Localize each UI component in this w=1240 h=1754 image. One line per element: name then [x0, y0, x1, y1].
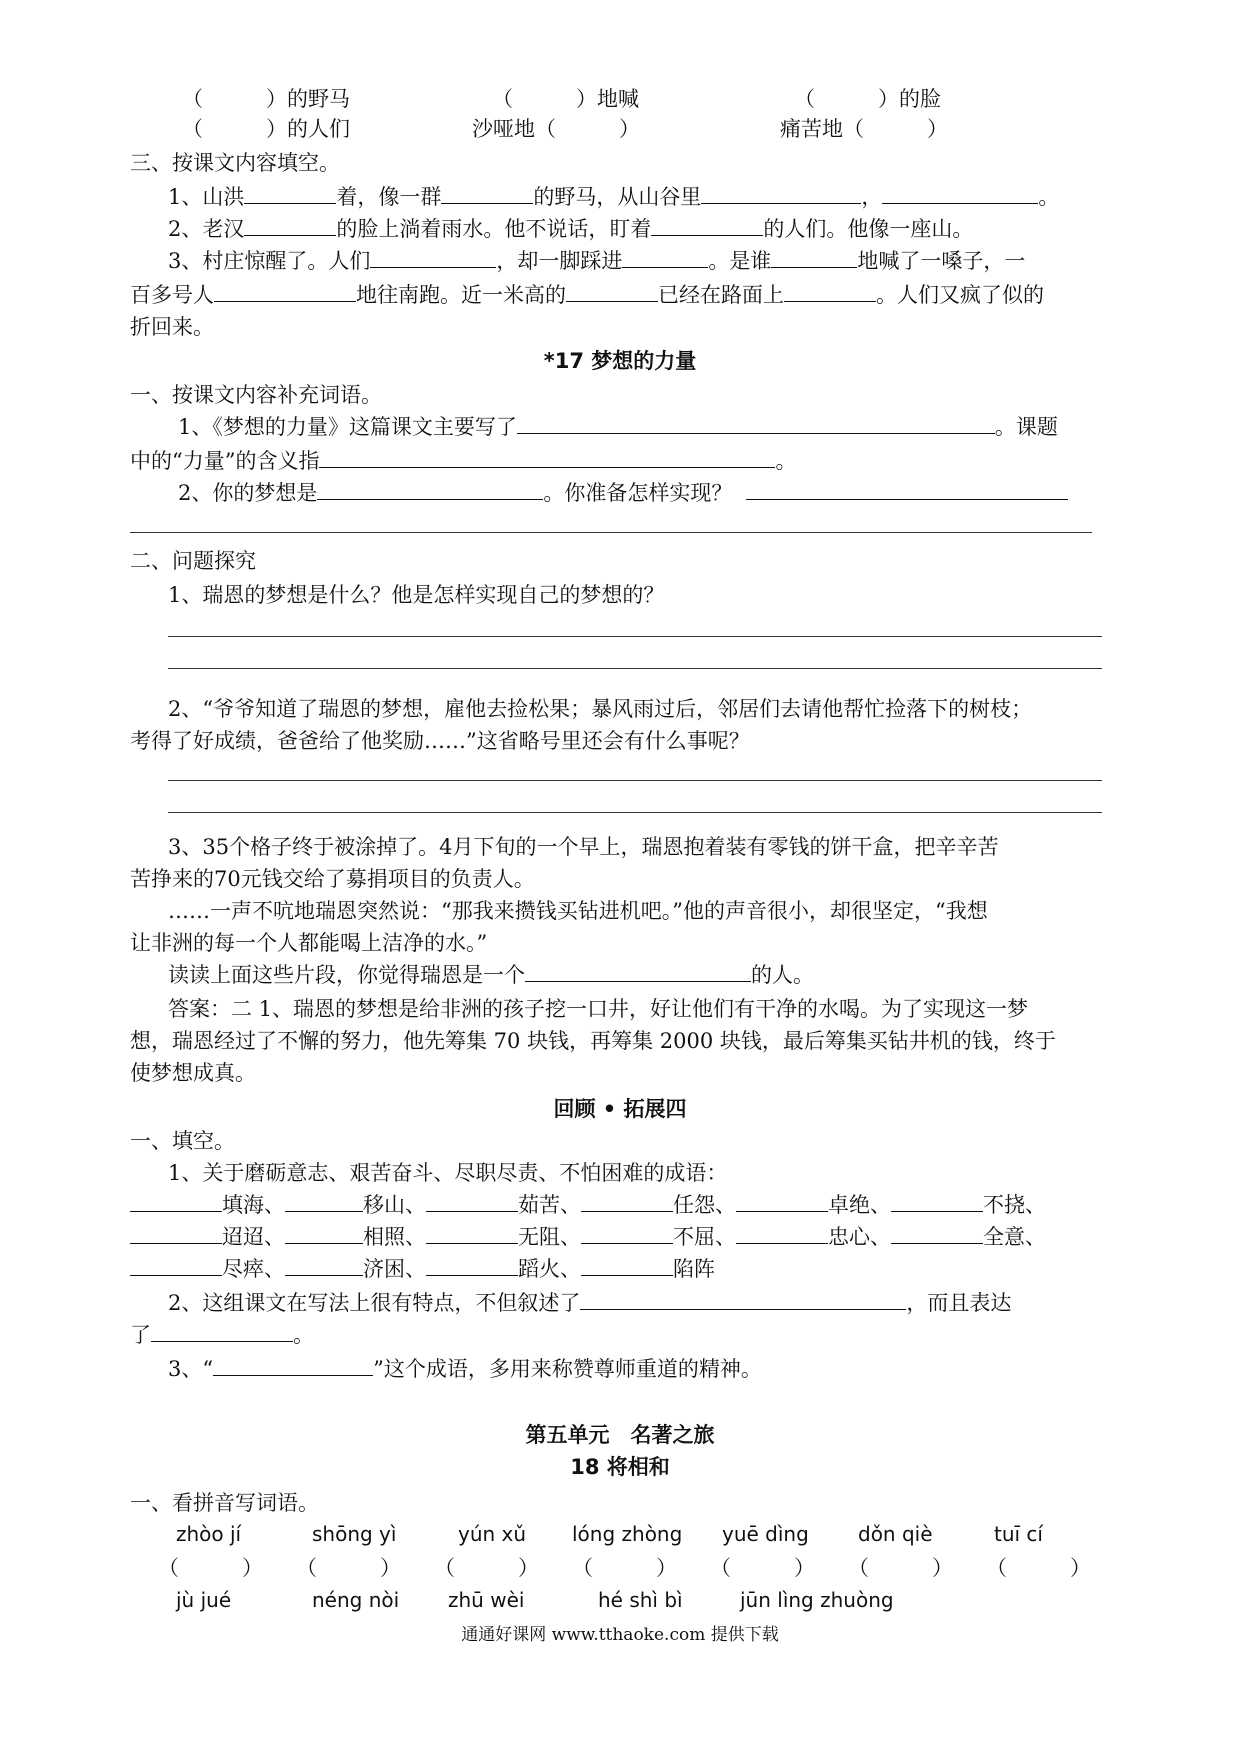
top-word-3: （ ）的脸 [794, 87, 941, 111]
pinyin-item: néng nòi [312, 1588, 400, 1612]
answer-line [168, 636, 1102, 637]
top-word-2: （ ）地喊 [492, 87, 639, 111]
answer-parens: （ ） [434, 1556, 539, 1580]
section-title: 回顾 • 拓展四 [553, 1097, 687, 1121]
top-word-5: 沙哑地（ ） [472, 117, 640, 141]
pinyin-item: hé shì bì [598, 1588, 683, 1612]
answer-parens: （ ） [572, 1556, 677, 1580]
fill-line: 2、老汉 的脸上淌着雨水。他不说话，盯着 的人们。他像一座山。 [168, 217, 974, 241]
text-line: 折回来。 [130, 315, 214, 339]
top-word-1: （ ）的野马 [182, 87, 350, 111]
passage-text: 让非洲的每一个人都能喝上洁净的水。” [130, 931, 488, 955]
fill-line: 1、《梦想的力量》这篇课文主要写了 。课题 [178, 415, 1058, 439]
lesson-title: *17 梦想的力量 [543, 349, 697, 373]
fill-line: 读读上面这些片段，你觉得瑞恩是一个 的人。 [168, 963, 814, 987]
section-heading: 一、看拼音写词语。 [130, 1491, 319, 1515]
fill-line: 百多号人 地往南跑。近一米高的 已经在路面上 。人们又疯了似的 [130, 283, 1044, 307]
section-heading: 二、问题探究 [130, 549, 256, 573]
answer-text: 使梦想成真。 [130, 1061, 256, 1085]
pinyin-item: yuē dìng [722, 1522, 809, 1546]
answer-line [168, 812, 1102, 813]
passage-text: 3、35个格子终于被涂掉了。4月下旬的一个早上，瑞恩抱着装有零钱的饼干盒，把辛辛苦 [168, 835, 999, 859]
idiom-row: 迢迢、 相照、 无阻、 不屈、 忠心、 全意、 [130, 1222, 1046, 1252]
answer-text: 想，瑞恩经过了不懈的努力，他先筹集 70 块钱，再筹集 2000 块钱，最后筹集买钻井机的钱，终于 [130, 1029, 1056, 1053]
top-word-6: 痛苦地（ ） [780, 117, 948, 141]
fill-line: 中的“力量”的含义指 。 [130, 449, 797, 473]
pinyin-item: yún xǔ [458, 1522, 527, 1546]
idiom-row: 填海、 移山、 茹苦、 任怨、 卓绝、 不挠、 [130, 1190, 1046, 1220]
fill-line: 了 。 [130, 1323, 314, 1347]
passage-text: 苦挣来的70元钱交给了募捐项目的负责人。 [130, 867, 535, 891]
passage-text: ……一声不吭地瑞恩突然说：“那我来攒钱买钻进机吧。”他的声音很小，却很坚定，“我想 [168, 899, 988, 923]
question-text: 1、关于磨砺意志、艰苦奋斗、尽职尽责、不怕困难的成语： [168, 1161, 728, 1185]
section-heading: 一、按课文内容补充词语。 [130, 383, 382, 407]
answer-parens: （ ） [296, 1556, 401, 1580]
question-text: 1、瑞恩的梦想是什么？他是怎样实现自己的梦想的？ [168, 583, 665, 607]
pinyin-item: tuī cí [994, 1522, 1043, 1546]
idiom-row: 尽瘁、 济困、 蹈火、 陷阵 [130, 1254, 715, 1284]
question-text: 2、“爷爷知道了瑞恩的梦想，雇他去捡松果；暴风雨过后，邻居们去请他帮忙捡落下的树枝； [168, 697, 1033, 721]
answer-text: 答案：二 1、瑞恩的梦想是给非洲的孩子挖一口井，好让他们有干净的水喝。为了实现这一梦 [168, 997, 1029, 1021]
answer-parens: （ ） [848, 1556, 953, 1580]
answer-parens: （ ） [710, 1556, 815, 1580]
fill-line: 1、山洪 着，像一群 的野马，从山谷里 ， 。 [168, 185, 1060, 209]
footer-credit: 通通好课网 www.tthaoke.com 提供下载 [461, 1625, 779, 1645]
section-heading: 一、填空。 [130, 1129, 235, 1153]
pinyin-item: shōng yì [312, 1522, 397, 1546]
answer-parens: （ ） [158, 1556, 263, 1580]
fill-line: 2、你的梦想是 。你准备怎样实现？ [178, 478, 1068, 508]
answer-line [130, 532, 1092, 533]
pinyin-item: jūn lìng zhuòng [740, 1588, 894, 1612]
question-text: 考得了好成绩，爸爸给了他奖励……”这省略号里还会有什么事呢？ [130, 729, 750, 753]
pinyin-item: jù jué [176, 1588, 232, 1612]
pinyin-item: zhū wèi [448, 1588, 525, 1612]
section-heading: 三、按课文内容填空。 [130, 151, 340, 175]
unit-title: 第五单元 名著之旅 [525, 1423, 715, 1447]
answer-parens: （ ） [986, 1556, 1091, 1580]
lesson-title: 18 将相和 [570, 1455, 670, 1479]
answer-line [168, 668, 1102, 669]
pinyin-item: zhòo jí [176, 1522, 242, 1546]
fill-line: 3、村庄惊醒了。人们 ，却一脚踩进 。是谁 地喊了一嗓子，一 [168, 249, 1026, 273]
pinyin-item: dǒn qiè [858, 1522, 933, 1546]
top-word-4: （ ）的人们 [182, 117, 350, 141]
fill-line: 3、“ ”这个成语，多用来称赞尊师重道的精神。 [168, 1357, 762, 1381]
pinyin-item: lóng zhòng [572, 1522, 683, 1546]
answer-line [168, 780, 1102, 781]
fill-line: 2、这组课文在写法上很有特点，不但叙述了 ，而且表达 [168, 1291, 1012, 1315]
